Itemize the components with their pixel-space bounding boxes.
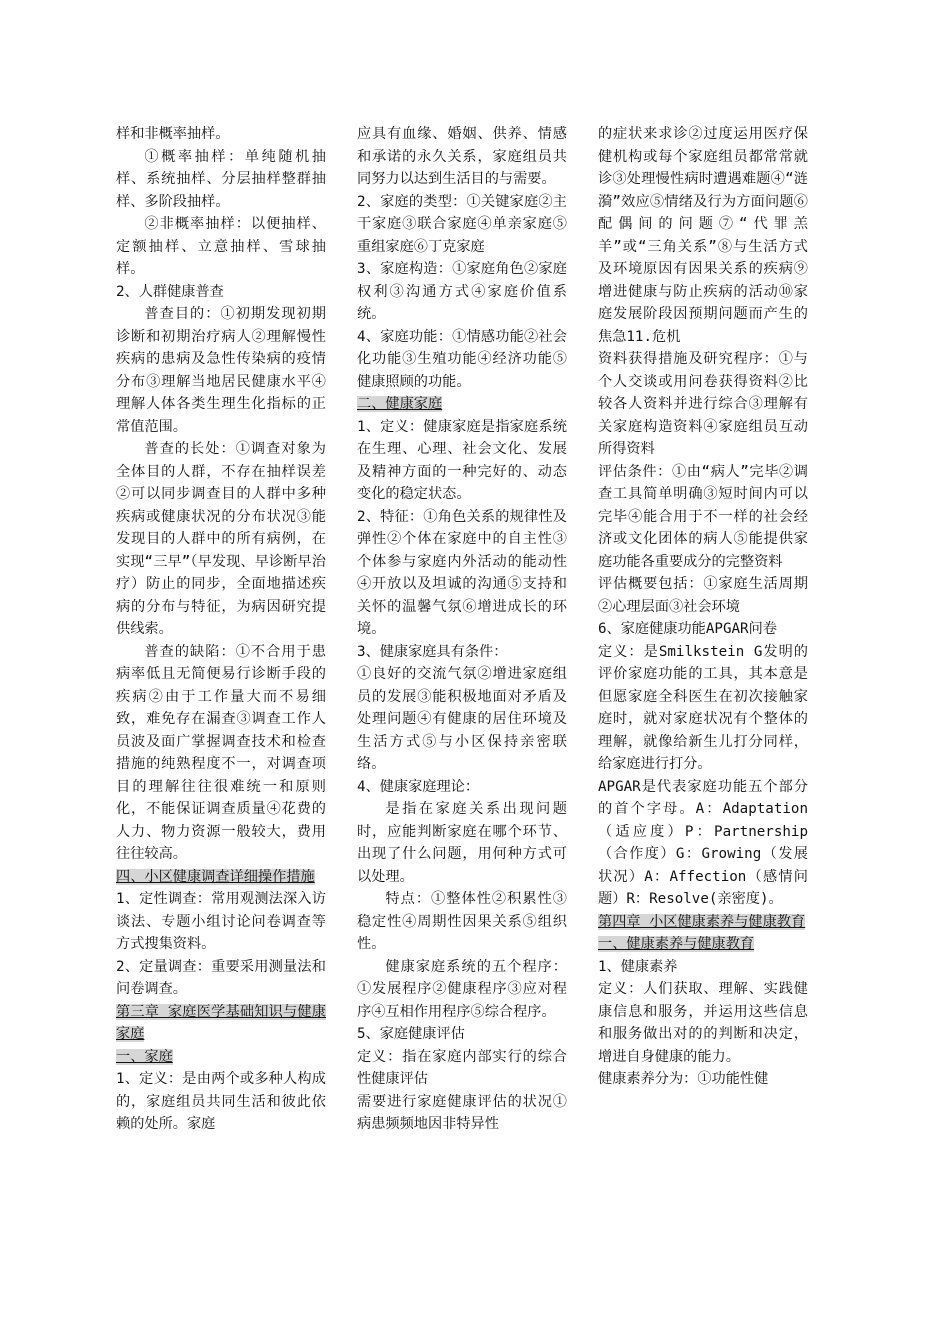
body-paragraph: 1、健康素养 (598, 958, 678, 975)
body-paragraph: 2、家庭的类型：①关键家庭②主干家庭③联合家庭④单亲家庭⑤重组家庭⑥丁克家庭 (357, 193, 567, 255)
section-heading (357, 393, 567, 416)
body-paragraph: 定义：指在家庭内部实行的综合性健康评估 (357, 1048, 567, 1087)
body-paragraph: 特点：①整体性②积累性③稳定性④周期性因果关系⑤组织性。 (357, 891, 567, 952)
body-paragraph: 5、家庭健康评估 (357, 1026, 465, 1042)
text-column-left (116, 123, 326, 1136)
body-paragraph: 4、健康家庭理论： (357, 778, 480, 795)
body-paragraph: 评估条件：①由“病人”完毕②调查工具简单明确③短时间内可以完毕④能合用于不一样的社会经济或文化团体的病人⑤能提供家庭功能各重要成分的完整资料 (598, 463, 808, 570)
section-heading-text: 第三章 家庭医学基础知识与健康家庭 (116, 1003, 326, 1042)
body-paragraph: 1、定性调查：常用观测法深入访谈法、专题小组讨论问卷调查等方式搜集资料。 (116, 891, 326, 952)
body-paragraph: 2、人群健康普查 (116, 283, 224, 300)
text-column-right (598, 123, 808, 1091)
body-paragraph: 定义：是Smilkstein G发明的评价家庭功能的工具，其本意是但愿家庭全科医生在初次接触家庭时，就对家庭状况有个整体的理解，就像给新生儿打分同样，给家庭进行打分。 (598, 643, 808, 772)
section-heading-text: 一、健康素养与健康教育 (598, 936, 755, 952)
body-paragraph: 需要进行家庭健康评估的状况①病患频频地因非特异性 (357, 1093, 567, 1132)
section-heading (116, 1001, 326, 1046)
body-paragraph: 6、家庭健康功能APGAR问卷 (598, 621, 777, 637)
section-heading (116, 1046, 326, 1069)
body-paragraph: 应具有血缘、婚姻、供养、情感和承诺的永久关系，家庭组员共同努力以达到生活目的与需要。 (357, 126, 567, 187)
body-paragraph: 3、家庭构造：①家庭角色②家庭权利③沟通方式④家庭价值系统。 (357, 261, 567, 322)
body-paragraph: 2、特征：①角色关系的规律性及弹性②个体在家庭中的自主性③个体参与家庭内外活动的能动性④开放以及坦诚的沟通⑤支持和关怀的温馨气氛⑥增进成长的环境。 (357, 508, 567, 637)
body-paragraph: 1、定义：是由两个或多种人构成的，家庭组员共同生活和彼此依赖的处所。家庭 (116, 1071, 326, 1132)
body-paragraph: 4、家庭功能：①情感功能②社会化功能③生殖功能④经济功能⑤健康照顾的功能。 (357, 328, 567, 390)
body-paragraph: ①良好的交流气氛②增进家庭组员的发展③能积极地面对矛盾及处理问题④有健康的居住环境及生活方式⑤与小区保持亲密联络。 (357, 666, 567, 772)
text-column-middle (357, 123, 567, 1136)
section-heading (116, 866, 326, 889)
body-paragraph: ②非概率抽样：以便抽样、定额抽样、立意抽样、雪球抽样。 (116, 216, 326, 277)
body-paragraph: 3、健康家庭具有条件： (357, 643, 508, 660)
section-heading-text: 四、小区健康调查详细操作措施 (116, 868, 315, 885)
body-paragraph: 普查的缺陷：①不合用于患病率低且无简便易行诊断手段的疾病②由于工作量大而不易细致，难免存在漏查③调查工作人员波及面广掌握调查技术和检查措施的纯熟程度不一，对调查项目的理解往往很难统一和原则化，不能保证调查质量④花费的人力、物力资源一般较大，费用往往较高。 (116, 643, 326, 862)
section-heading-text: 一、家庭 (116, 1048, 173, 1065)
body-paragraph: 1、定义：健康家庭是指家庭系统在生理、心理、社会文化、发展及精神方面的一种完好的、动态变化的稳定状态。 (357, 418, 567, 502)
body-paragraph: ①概率抽样：单纯随机抽样、系统抽样、分层抽样整群抽样、多阶段抽样。 (116, 148, 326, 210)
section-heading (598, 933, 808, 956)
section-heading-text: 二、健康家庭 (357, 396, 443, 412)
body-paragraph: 健康家庭系统的五个程序：①发展程序②健康程序③应对程序④互相作用程序⑤综合程序。 (357, 958, 567, 1020)
section-heading-text: 第四章 小区健康素养与健康教育 (598, 913, 806, 930)
body-paragraph: 2、定量调查：重要采用测量法和问卷调查。 (116, 958, 326, 997)
body-paragraph: 普查目的：①初期发现初期诊断和初期治疗病人②理解慢性疾病的患病及急性传染病的疫情分布③理解当地居民健康水平④理解人体各类生理生化指标的正常值范围。 (116, 306, 326, 435)
body-paragraph: 定义：人们获取、理解、实践健康信息和服务，并运用这些信息和服务做出对的的判断和决定，增进自身健康的能力。 (598, 981, 808, 1065)
body-paragraph: APGAR是代表家庭功能五个部分的首个字母。A：Adaptation（适应度）P：Partnership（合作度）G：Growing（发展状况）A：Affection（感情问题）R：Resolve(亲密度)。 (598, 778, 808, 907)
section-heading (598, 911, 808, 934)
body-paragraph: 资料获得措施及研究程序：①与个人交谈或用问卷获得资料②比较各人资料并进行综合③理解有关家庭构造资料④家庭组员互动所得资料 (598, 351, 808, 457)
body-paragraph: 的症状来求诊②过度运用医疗保健机构或每个家庭组员都常常就诊③处理慢性病时遭遇难题④“涟漪”效应⑤情绪及行为方面问题⑥配偶间的问题⑦“代罪羔羊”或“三角关系”⑧与生活方式及环境原因有因果关系的疾病⑨增进健康与防止疾病的活动⑩家庭发展阶段因预期问题而产生的焦急11.危机 (598, 126, 808, 345)
body-paragraph: 样和非概率抽样。 (116, 126, 230, 142)
body-paragraph: 普查的长处：①调查对象为全体目的人群，不存在抽样误差②可以同步调查目的人群中多种疾病或健康状况的分布状况③能发现目的人群中的所有病例，在实现“三早”（早发现、早诊断早治疗）防止的同步，全面地描述疾病的分布与特征，为病因研究提供线索。 (116, 441, 326, 637)
body-paragraph: 健康素养分为：①功能性健 (598, 1071, 769, 1087)
body-paragraph: 是指在家庭关系出现问题时，应能判断家庭在哪个环节、出现了什么问题，用何种方式可以处理。 (357, 801, 567, 885)
body-paragraph: 评估概要包括：①家庭生活周期②心理层面③社会环境 (598, 576, 808, 615)
